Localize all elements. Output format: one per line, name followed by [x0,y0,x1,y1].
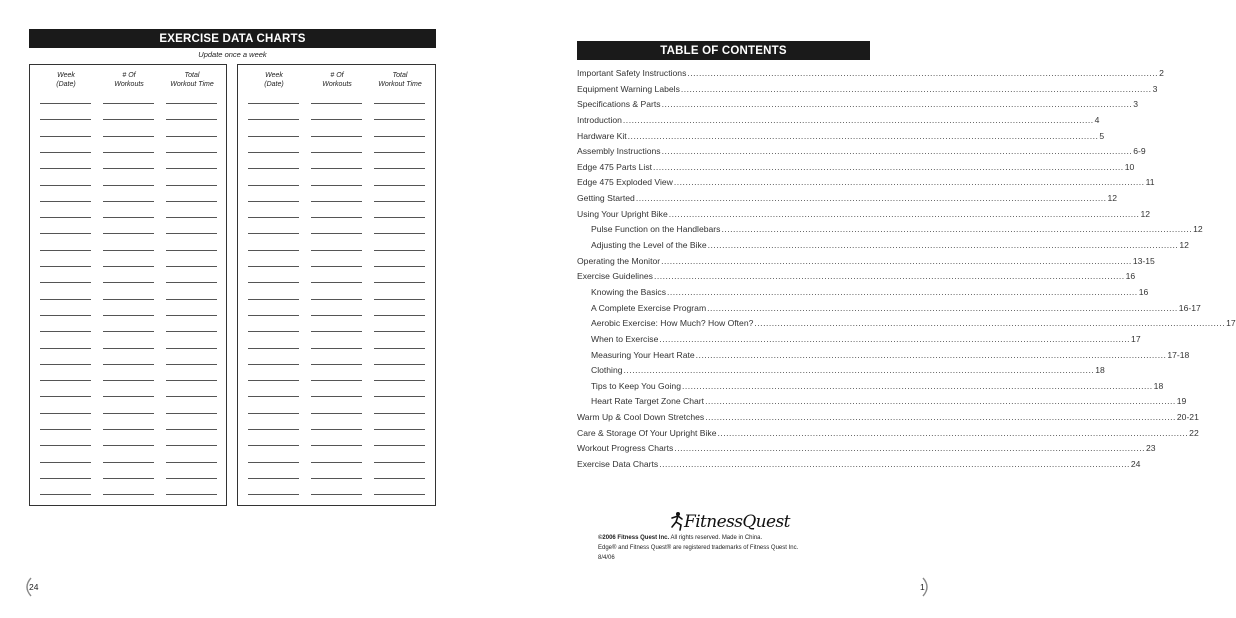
toc-entry-title: Workout Progress Charts [577,443,674,454]
toc-entry [577,318,1236,334]
toc-entry [577,271,1136,287]
toc-entry-title: Operating the Monitor [577,255,661,266]
blank-entry-line [166,299,217,300]
copyright-bold: ©2006 Fitness Quest Inc. [598,535,670,541]
toc-entry-page: 18 [1153,380,1164,391]
column-header [99,71,159,89]
toc-entry [577,161,1135,178]
toc-entry-title: Adjusting the Level of the Bike [591,240,707,251]
blank-entry-line [248,152,299,153]
blank-entry-line [40,266,91,267]
blank-entry-line [40,331,91,332]
blank-entry-line [311,331,362,332]
blank-entry-line [248,185,299,186]
toc-entry-title: Hardware Kit [577,130,627,141]
column-header-line2: Workout Time [378,81,422,88]
toc-entry-title: Edge 475 Exploded View [577,177,673,188]
toc-entry [577,240,1189,256]
toc-entry [577,349,1190,366]
toc-entry-page: 12 [1179,240,1189,251]
toc-entry-title: Clothing [591,365,623,376]
toc-entry [577,427,1199,444]
toc-entry [577,177,1155,193]
toc-entry-title: Heart Rate Target Zone Chart [591,396,705,407]
column-header-line2: (Date) [56,81,76,88]
blank-entry-line [40,201,91,202]
blank-entry-line [40,445,91,446]
blank-entry-line [103,201,154,202]
blank-entry-line [311,168,362,169]
blank-entry-line [248,429,299,430]
blank-entry-line [311,478,362,479]
blank-entry-line [311,217,362,218]
toc-entry-page: 17-18 [1167,349,1190,360]
blank-entry-line [311,348,362,349]
toc-entry-title: Aerobic Exercise: How Much? How Often? [591,318,754,329]
blank-entry-line [103,445,154,446]
blank-entry-line [311,494,362,495]
blank-entry-line [374,217,425,218]
toc-entry [577,396,1187,412]
blank-entry-line [248,364,299,365]
blank-entry-line [166,201,217,202]
toc-entry-page: 2 [1159,68,1164,78]
blank-entry-line [40,478,91,479]
svg-text:FitnessQuest: FitnessQuest [684,512,790,532]
blank-entry-line [103,136,154,137]
blank-entry-line [166,152,217,153]
blank-entry-line [103,494,154,495]
blank-entry-line [40,282,91,283]
toc-entry-title: Edge 475 Parts List [577,161,653,172]
toc-dot-leader [662,99,1133,109]
blank-entry-line [311,201,362,202]
blank-entry-line [103,233,154,234]
toc-entry [577,443,1156,459]
toc-entry [577,114,1100,131]
toc-entry [577,380,1164,397]
blank-entry-line [311,119,362,120]
toc-entry-title: Exercise Guidelines [577,271,653,282]
blank-entry-line [248,331,299,332]
blank-entry-line [103,168,154,169]
blank-entry-line [166,266,217,267]
column-header-line2: Workouts [114,81,144,88]
blank-entry-line [248,136,299,137]
toc-entry-page: 16 [1138,286,1149,297]
toc-entry-page: 12 [1193,224,1203,235]
blank-entry-line [103,299,154,300]
blank-entry-line [103,429,154,430]
column-header [36,71,96,89]
toc-entry-page: 24 [1130,459,1141,470]
blank-entry-line [103,462,154,463]
blank-entry-line [248,201,299,202]
toc-dot-leader [662,146,1133,156]
blank-entry-line [374,494,425,495]
blank-entry-line [311,413,362,414]
blank-entry-line [248,396,299,397]
toc-dot-leader [717,428,1188,438]
blank-entry-line [248,299,299,300]
blank-entry-line [166,445,217,446]
blank-entry-line [248,233,299,234]
toc-dot-leader [674,177,1145,187]
toc-entry-page: 19 [1176,396,1187,407]
column-header-line2: Workout Time [170,81,214,88]
print-date: 8/4/06 [598,555,615,561]
blank-entry-line [166,331,217,332]
toc-title: TABLE OF CONTENTS [577,41,870,60]
toc-dot-leader [754,318,1225,328]
blank-entry-line [103,478,154,479]
blank-entry-line [248,217,299,218]
exercise-charts-subtitle: Update once a week [198,50,267,59]
toc-entry [577,302,1201,319]
blank-entry-line [248,348,299,349]
blank-entry-line [166,168,217,169]
column-header-line1: Week [57,72,75,79]
blank-entry-line [374,396,425,397]
blank-entry-line [248,462,299,463]
blank-entry-line [374,201,425,202]
blank-entry-line [40,413,91,414]
toc-list [577,68,1236,475]
toc-entry-page: 17 [1226,318,1236,329]
blank-entry-line [311,299,362,300]
toc-entry [577,333,1141,350]
toc-entry [577,68,1164,84]
toc-entry-title: Equipment Warning Labels [577,83,680,94]
toc-entry-page: 10 [1124,161,1135,172]
column-header-line1: # Of [330,72,344,79]
blank-entry-line [103,103,154,104]
blank-entry-line [166,380,217,381]
blank-entry-line [103,331,154,332]
blank-entry-line [40,364,91,365]
toc-entry-page: 23 [1146,443,1156,454]
blank-entry-line [166,364,217,365]
copyright-block [598,533,798,563]
column-header [244,71,304,89]
toc-entry-page: 18 [1095,365,1105,376]
blank-entry-line [311,380,362,381]
blank-entry-line [103,119,154,120]
blank-entry-line [248,250,299,251]
toc-entry-page: 5 [1099,130,1105,141]
blank-entry-line [374,478,425,479]
blank-entry-line [311,152,362,153]
blank-entry-line [166,348,217,349]
toc-entry-title: Introduction [577,114,622,125]
toc-entry-page: 17 [1131,333,1141,344]
blank-entry-line [166,429,217,430]
blank-entry-line [311,233,362,234]
blank-entry-line [311,396,362,397]
column-header [162,71,222,89]
blank-entry-line [103,282,154,283]
blank-entry-line [40,250,91,251]
blank-entry-line [374,331,425,332]
blank-entry-line [374,364,425,365]
toc-entry-page: 12 [1140,208,1151,219]
toc-entry [577,193,1118,209]
toc-entry-title: Getting Started [577,193,635,204]
toc-dot-leader [705,396,1176,406]
blank-entry-line [166,478,217,479]
blank-entry-line [374,266,425,267]
blank-entry-line [40,185,91,186]
toc-dot-leader [624,365,1095,375]
blank-entry-line [248,168,299,169]
toc-dot-leader [667,287,1138,297]
toc-dot-leader [661,256,1132,266]
blank-entry-line [311,103,362,104]
blank-entry-line [103,315,154,316]
toc-entry-page: 16-17 [1178,302,1201,313]
blank-entry-line [40,103,91,104]
toc-dot-leader [628,131,1099,141]
blank-entry-line [374,348,425,349]
exercise-log-right [237,64,436,506]
page-number-left [22,577,40,597]
toc-dot-leader [708,240,1179,250]
toc-dot-leader [653,162,1124,172]
column-header-line1: Week [265,72,283,79]
toc-dot-leader [654,271,1125,281]
toc-dot-leader [623,115,1094,125]
toc-entry [577,255,1155,272]
blank-entry-line [374,429,425,430]
blank-entry-line [374,380,425,381]
toc-entry-page: 16 [1125,271,1136,282]
toc-dot-leader [705,412,1176,422]
blank-entry-line [311,429,362,430]
toc-entry-title: Knowing the Basics [591,286,666,297]
blank-entry-line [311,315,362,316]
toc-entry-page: 13-15 [1132,255,1155,266]
toc-entry-title: Pulse Function on the Handlebars [591,224,721,235]
blank-entry-line [40,217,91,218]
blank-entry-line [311,266,362,267]
blank-entry-line [374,119,425,120]
blank-entry-line [311,462,362,463]
toc-dot-leader [669,209,1140,219]
toc-entry-page: 3 [1133,99,1139,110]
blank-entry-line [166,315,217,316]
toc-dot-leader [682,381,1153,391]
trademark-notice: Edge® and Fitness Quest® are registered trademarks of Fitness Quest Inc. [598,545,799,551]
blank-entry-line [248,266,299,267]
blank-entry-line [40,396,91,397]
column-header-line2: Workouts [322,81,352,88]
blank-entry-line [374,250,425,251]
toc-entry-title: Important Safety Instructions [577,68,687,78]
toc-dot-leader [659,334,1130,344]
blank-entry-line [40,119,91,120]
fitness-quest-logo [668,506,790,534]
toc-entry-page: 12 [1107,193,1118,204]
toc-entry-title: Assembly Instructions [577,146,661,157]
blank-entry-line [166,217,217,218]
toc-entry-title: Using Your Upright Bike [577,208,668,219]
blank-entry-line [311,364,362,365]
toc-entry [577,224,1203,240]
blank-entry-line [311,250,362,251]
exercise-log-left [29,64,227,506]
toc-entry-title: Warm Up & Cool Down Stretches [577,412,705,423]
blank-entry-line [166,413,217,414]
column-header-line1: Total [184,72,200,79]
toc-entry-page: 22 [1189,427,1199,438]
blank-entry-line [248,445,299,446]
toc-entry [577,412,1199,428]
running-figure-icon [672,512,682,530]
toc-entry [577,130,1105,147]
toc-dot-leader [707,303,1178,313]
blank-entry-line [374,462,425,463]
blank-entry-line [374,152,425,153]
toc-entry-page: 6-9 [1133,146,1146,157]
blank-entry-line [311,282,362,283]
toc-entry [577,146,1146,162]
blank-entry-line [374,445,425,446]
blank-entry-line [40,494,91,495]
blank-entry-line [374,299,425,300]
blank-entry-line [40,233,91,234]
blank-entry-line [103,413,154,414]
toc-entry-title: Tips to Keep You Going [591,380,681,391]
toc-entry-title: Care & Storage Of Your Upright Bike [577,427,717,438]
blank-entry-line [311,185,362,186]
blank-entry-line [374,103,425,104]
blank-entry-line [248,478,299,479]
blank-entry-line [40,429,91,430]
blank-entry-line [166,396,217,397]
page-number-right [914,577,932,597]
blank-entry-line [40,136,91,137]
blank-entry-line [166,233,217,234]
toc-entry-title: Specifications & Parts [577,99,661,110]
blank-entry-line [103,266,154,267]
blank-entry-line [374,233,425,234]
blank-entry-line [103,217,154,218]
blank-entry-line [40,299,91,300]
blank-entry-line [166,185,217,186]
column-header [307,71,367,89]
toc-dot-leader [721,224,1192,234]
blank-entry-line [374,282,425,283]
blank-entry-line [166,250,217,251]
blank-entry-line [103,380,154,381]
blank-entry-line [166,462,217,463]
toc-entry-page: 20-21 [1176,412,1199,423]
toc-dot-leader [659,459,1130,469]
blank-entry-line [166,136,217,137]
toc-entry-title: When to Exercise [591,333,659,344]
toc-entry [577,365,1105,381]
toc-dot-leader [674,443,1145,453]
blank-entry-line [40,315,91,316]
blank-entry-line [103,250,154,251]
column-header-line1: Total [392,72,408,79]
toc-entry-title: A Complete Exercise Program [591,302,707,313]
blank-entry-line [374,185,425,186]
blank-entry-line [103,396,154,397]
blank-entry-line [248,282,299,283]
blank-entry-line [374,136,425,137]
toc-entry-title: Exercise Data Charts [577,459,659,470]
blank-entry-line [40,152,91,153]
blank-entry-line [103,348,154,349]
page-number-right-text: 1 [920,582,925,592]
column-header-line2: (Date) [264,81,284,88]
blank-entry-line [166,103,217,104]
blank-entry-line [248,380,299,381]
blank-entry-line [103,152,154,153]
toc-entry-page: 3 [1152,83,1158,94]
blank-entry-line [311,136,362,137]
toc-dot-leader [681,84,1152,94]
blank-entry-line [40,380,91,381]
blank-entry-line [248,119,299,120]
toc-dot-leader [687,68,1158,78]
column-header-line1: # Of [122,72,136,79]
blank-entry-line [40,462,91,463]
blank-entry-line [248,494,299,495]
blank-entry-line [311,445,362,446]
blank-entry-line [374,315,425,316]
blank-entry-line [374,168,425,169]
page-number-left-text: 24 [29,582,39,592]
toc-dot-leader [636,193,1107,203]
blank-entry-line [103,364,154,365]
blank-entry-line [248,315,299,316]
blank-entry-line [248,103,299,104]
blank-entry-line [166,119,217,120]
toc-entry [577,286,1149,303]
blank-entry-line [166,282,217,283]
toc-dot-leader [696,350,1167,360]
toc-entry [577,99,1139,115]
column-header [370,71,430,89]
toc-entry [577,83,1158,100]
blank-entry-line [374,413,425,414]
blank-entry-line [248,413,299,414]
blank-entry-line [166,494,217,495]
toc-entry [577,459,1141,475]
blank-entry-line [103,185,154,186]
blank-entry-line [40,168,91,169]
copyright-rest: All rights reserved. Made in China. [669,535,763,541]
toc-entry-title: Measuring Your Heart Rate [591,349,695,360]
toc-entry [577,208,1151,225]
toc-entry-page: 11 [1145,177,1155,188]
toc-entry-page: 4 [1094,114,1100,125]
exercise-charts-title: EXERCISE DATA CHARTS [29,29,436,48]
blank-entry-line [40,348,91,349]
